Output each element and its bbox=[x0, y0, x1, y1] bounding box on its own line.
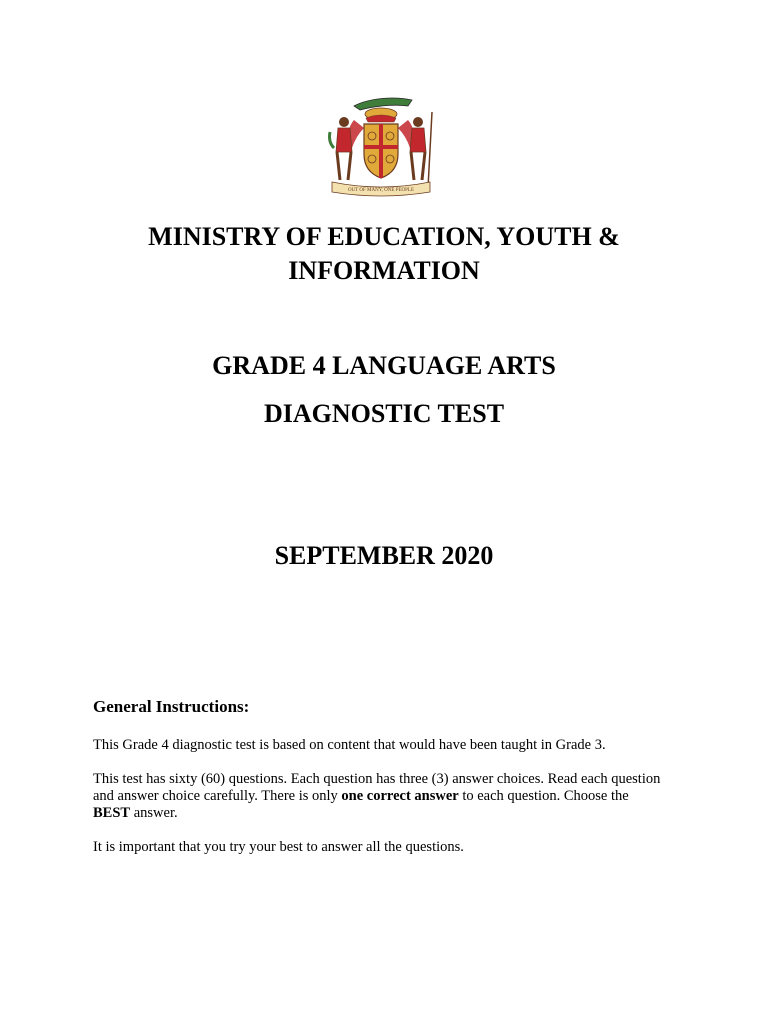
best-emphasis: BEST bbox=[93, 805, 131, 821]
date-title: SEPTEMBER 2020 bbox=[274, 541, 494, 570]
instructions-heading: General Instructions: bbox=[93, 697, 250, 716]
motto-text: OUT OF MANY, ONE PEOPLE bbox=[347, 188, 415, 193]
para2-text-2: to each question. Choose the bbox=[458, 788, 629, 804]
para2-text-1: This test has sixty (60) questions. Each question has three (3) answer choices. Read each question and answer choice carefully. There is only bbox=[93, 771, 661, 804]
one-correct-answer-emphasis: one correct answer bbox=[341, 788, 459, 804]
instructions-paragraph-3: It is important that you try your best to answer all the questions. bbox=[93, 839, 464, 855]
grade-title: GRADE 4 LANGUAGE ARTS bbox=[212, 351, 556, 380]
ministry-title bbox=[0, 220, 768, 288]
instructions-paragraph-1: This Grade 4 diagnostic test is based on content that would have been taught in Grade 3. bbox=[93, 737, 606, 753]
coat-of-arms-logo bbox=[324, 92, 438, 198]
ministry-title-line1: MINISTRY OF EDUCATION, YOUTH & bbox=[148, 222, 620, 251]
general-instructions bbox=[93, 696, 663, 873]
test-title: DIAGNOSTIC TEST bbox=[263, 399, 505, 428]
instructions-paragraph-2 bbox=[93, 771, 663, 822]
ministry-title-line2: INFORMATION bbox=[288, 256, 480, 285]
para2-text-3: answer. bbox=[130, 805, 178, 821]
